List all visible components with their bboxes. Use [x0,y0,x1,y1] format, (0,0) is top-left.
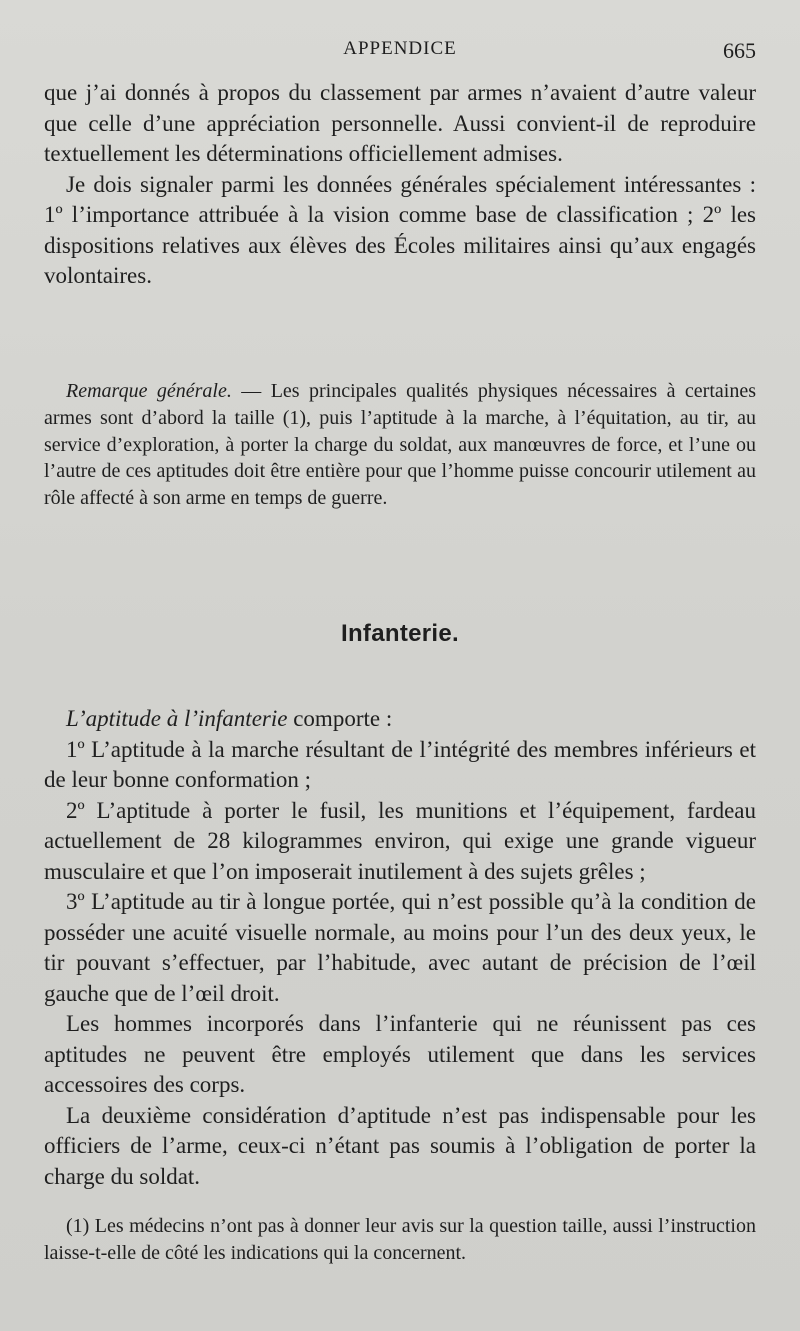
infantry-lead [44,704,756,735]
page-number: 665 [723,38,756,63]
running-head-title: APPENDICE [343,38,457,59]
infantry-paragraph-4: Les hommes incorporés dans l’infanterie qui ne réunissent pas ces aptitudes ne peuvent être employés utilement que dans les services accessoires des corps. [44,1011,756,1097]
infantry-lead-italic: L’aptitude à l’infanterie [66,706,288,731]
intro-text [44,78,756,292]
aptitude-item-1: 1º L’aptitude à la marche résultant de l’intégrité des membres inférieurs et de leur bonne conformation ; [44,736,756,792]
general-remark [44,378,756,512]
general-remark-paragraph [44,378,756,512]
footnote-text: (1) Les médecins n’ont pas à donner leur avis sur la question taille, aussi l’instruction laisse-t-elle de côté les indications qui la concernent. [44,1215,756,1264]
aptitude-item-2: 2º L’aptitude à porter le fusil, les munitions et l’équipement, fardeau actuellement de 28 kilogrammes environ, qui exige une grande vigueur musculaire et que l’on imposerait inutilement à des sujets grêles ; [44,797,756,884]
general-remark-text: — Les principales qualités physiques nécessaires à certaines armes sont d’abord la taille (1), puis l’aptitude à la marche, à l’équitation, au tir, au service d’exploration, à porter la charge du soldat, aux manœuvres de force, et l’une ou l’autre de ces aptitudes doit être entière pour que l’homme puisse concourir utilement au rôle affecté à son arme en temps de guerre. [44,380,756,510]
aptitude-item-3: 3º L’aptitude au tir à longue portée, qui n’est possible qu’à la condition de posséder une acuité visuelle normale, au moins pour l’un des deux yeux, le tir pouvant s’effectuer, par l’habitude, avec autant de précision de l’œil gauche que de l’œil droit. [44,889,756,1006]
running-head [44,38,756,64]
infantry-lead-rest: comporte : [287,706,393,731]
intro-paragraph-1: que j’ai donnés à propos du classement par armes n’avaient d’autre valeur que celle d’une appréciation personnelle. Aussi convient-il de reproduire textuellement les déterminations officiellement admises. [44,80,756,166]
footnote [44,1213,756,1267]
infantry-paragraph-5: La deuxième considération d’aptitude n’est pas indispensable pour les officiers de l’arme, ceux-ci n’étant pas soumis à l’obligation de porter la charge du soldat. [44,1102,756,1189]
intro-paragraph-2: Je dois signaler parmi les données générales spécialement intéressantes : 1º l’importance attribuée à la vision comme base de classification ; 2º les dispositions relatives aux élèves des Écoles militaires ainsi qu’aux engagés volontaires. [44,171,756,288]
section-heading: Infanterie. [341,620,459,647]
infantry-section [44,704,756,1192]
general-remark-title: Remarque générale. [66,380,232,402]
